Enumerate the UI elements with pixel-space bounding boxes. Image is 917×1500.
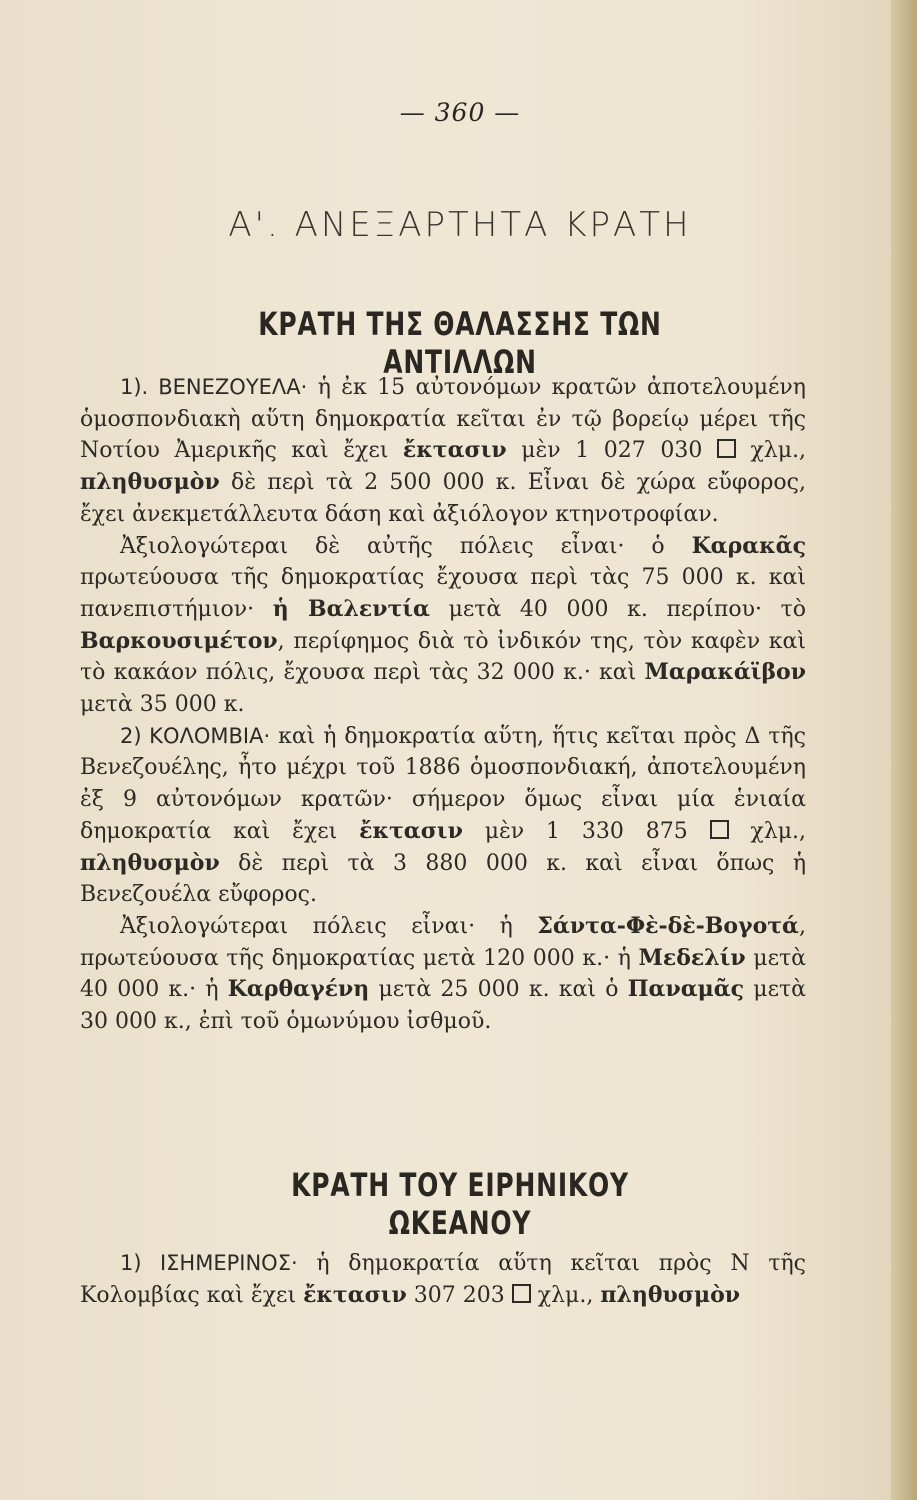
square-symbol-icon <box>717 439 736 458</box>
page-edge <box>891 0 917 1500</box>
body-text-pacific <box>80 1248 806 1311</box>
paragraph-venezuela: 1). ΒΕΝΕΖΟΥΕΛΑ· ἡ ἐκ 15 αὐτονόμων κρατῶν ἀποτελουμένη ὁμοσπονδιακὴ αὕτη δημοκρατία κεῖται ἐν τῷ βορείῳ μέρει τῆς Νοτίου Ἀμερικῆς καὶ ἔχει ἔκτασιν μὲν 1 027 030 χλμ., πληθυσμὸν δὲ περὶ τὰ 2 500 000 κ. Εἶναι δὲ χώρα εὔφορος, ἔχει ἀνεκμετάλλευτα δάση καὶ ἀξιόλογον κτηνοτροφίαν. <box>80 375 807 527</box>
paragraph-ecuador: 1) ΙΣΗΜΕΡΙΝΟΣ· ἡ δημοκρατία αὕτη κεῖται πρὸς Ν τῆς Κολομβίας καὶ ἔχει ἔκτασιν 307 203 χλμ., πληθυσμὸν <box>80 1251 806 1308</box>
square-symbol-icon <box>710 820 729 839</box>
entry-label-colombia: 2) ΚΟΛΟΜΒΙΑ· <box>120 723 271 748</box>
paragraph-colombia-cities: Ἀξιολογώτεραι πόλεις εἶναι· ἡ Σάντα-Φὲ-δὲ-Βογοτά, πρωτεύουσα τῆς δημοκρατίας μετὰ 120 000 κ.· ἡ Μεδελίν μετὰ 40 000 κ.· ἡ Καρθαγένη μετὰ 25 000 κ. καὶ ὁ Παναμᾶς μετὰ 30 000 κ., ἐπὶ τοῦ ὁμωνύμου ἰσθμοῦ. <box>80 912 807 1035</box>
heading-pacific-states: ΚΡΑΤΗ ΤΟΥ ΕΙΡΗΝΙΚΟΥ ΩΚΕΑΝΟΥ <box>291 1166 629 1242</box>
heading-antilles-states: ΚΡΑΤΗ ΤΗΣ ΘΑΛΑΣΣΗΣ ΤΩΝ ΑΝΤΙΛΛΩΝ <box>258 305 662 381</box>
paragraph-colombia: 2) ΚΟΛΟΜΒΙΑ· καὶ ἡ δημοκρατία αὕτη, ἥτις κεῖται πρὸς Δ τῆς Βενεζουέλης, ἦτο μέχρι τοῦ 1886 ὁμοσπονδιακή, ἀποτελουμένη ἐξ 9 αὐτονόμων κρατῶν· σήμερον ὅμως εἶναι μία ἑνιαία δημοκρατία καὶ ἔχει ἔκτασιν μὲν 1 330 875 χλμ., πληθυσμὸν δὲ περὶ τὰ 3 880 000 κ. καὶ εἶναι ὅπως ἡ Βενεζουέλα εὔφορος. <box>80 723 806 908</box>
body-text-antilles <box>80 372 806 1038</box>
paragraph-venezuela-cities: Ἀξιολογώτεραι δὲ αὐτῆς πόλεις εἶναι· ὁ Καρακᾶς πρωτεύουσα τῆς δημοκρατίας ἔχουσα περὶ τὰς 75 000 κ. καὶ πανεπιστήμιον· ἡ Βαλεντία μετὰ 40 000 κ. περίπου· τὸ Βαρκουσιμέτον, περίφημος διὰ τὸ ἰνδικόν της, τὸν καφὲν καὶ τὸ κακάον πόλις, ἔχουσα περὶ τὰς 32 000 κ.· καὶ Μαρακάϊβον μετὰ 35 000 κ. <box>80 532 806 718</box>
section-title: Α'. ΑΝΕΞΑΡΤΗΤΑ ΚΡΑΤΗ <box>228 205 692 245</box>
entry-label-ecuador: 1) ΙΣΗΜΕΡΙΝΟΣ· <box>120 1251 298 1275</box>
square-symbol-icon <box>512 1284 531 1303</box>
page-number: — 360 — <box>399 98 521 127</box>
entry-label-venezuela: 1). ΒΕΝΕΖΟΥΕΛΑ· <box>120 375 308 399</box>
